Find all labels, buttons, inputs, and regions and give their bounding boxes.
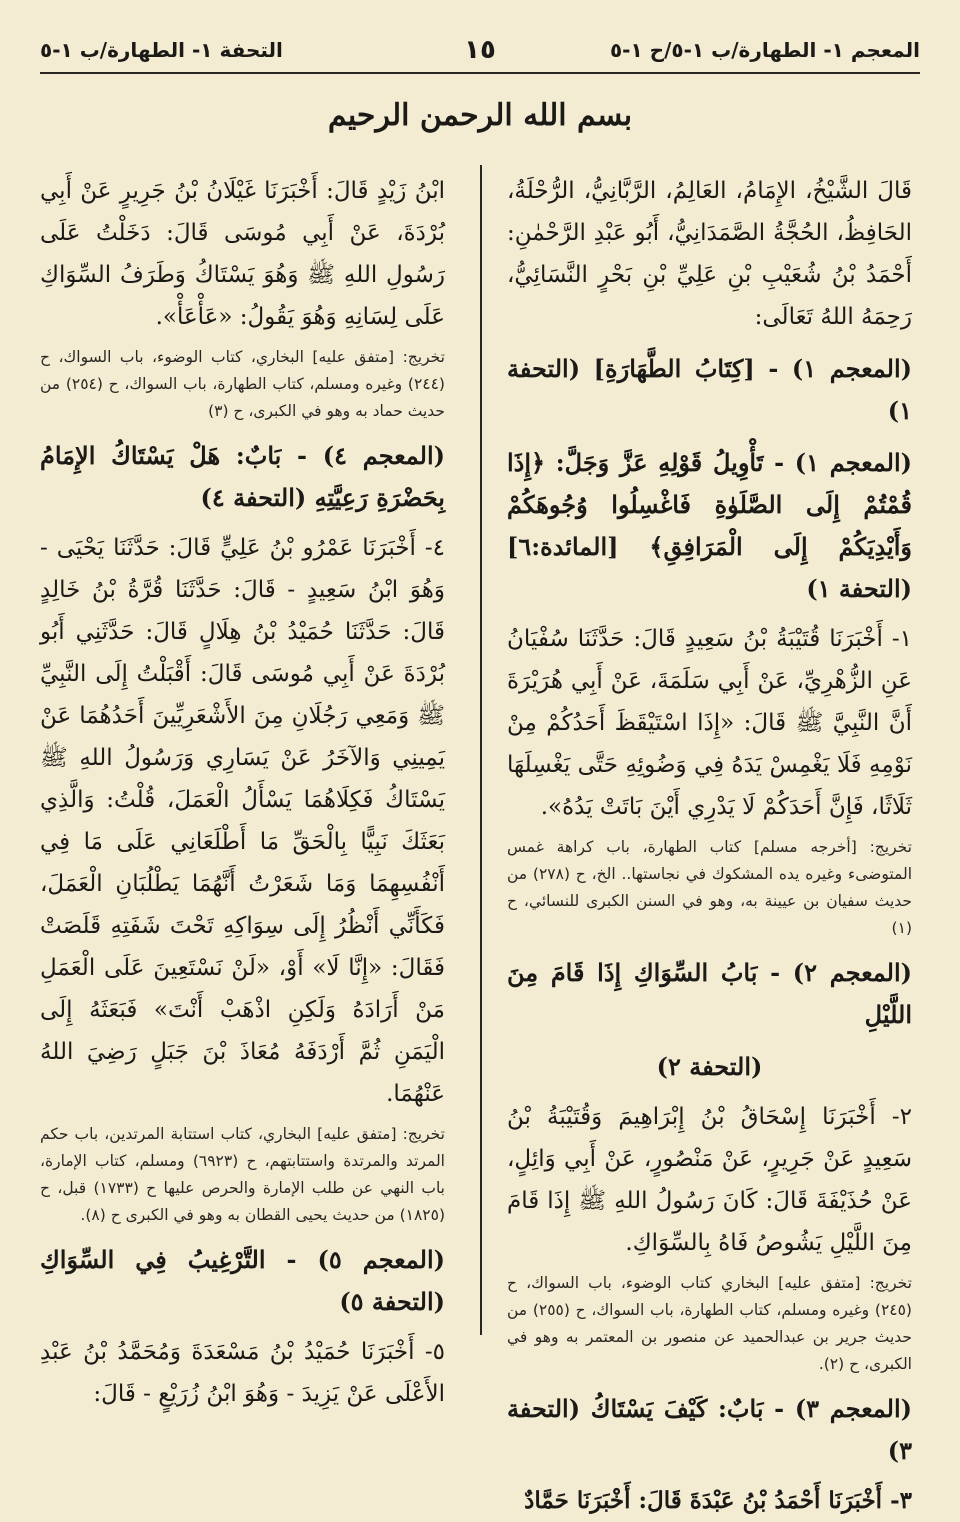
bab-2-heading: (المعجم ٢) - بَابُ السِّوَاكِ إِذَا قَامَ مِنَ اللَّيْلِ xyxy=(507,958,913,1029)
takhrij-3: تخريج: [متفق عليه] البخاري، كتاب الوضوء، باب السواك، ح (٢٤٤) وغيره ومسلم، كتاب الطهارة، باب السواك، ح (٢٥٤) من حديث حماد به وهو في الكبرى، ح (٣) xyxy=(40,348,445,420)
takhrij-1: تخريج: [أخرجه مسلم] كتاب الطهارة، باب كراهة غمس المتوضىء وغيره يده المشكوك في نجاستها.. الخ، ح (٢٧٨) من حديث سفيان بن عيينة به، وهو في السنن الكبرى للنسائي، ح (١) xyxy=(507,838,912,937)
bab-3-heading: (المعجم ٣) - بَابٌ: كَيْفَ يَسْتَاكُ (التحفة ٣) xyxy=(507,1394,912,1465)
hadith-3-continued: ابْنُ زَيْدٍ قَالَ: أَخْبَرَنَا غَيْلَانُ بْنُ جَرِيرٍ عَنْ أَبِي بُرْدَةَ، عَنْ أَبِي مُوسَى قَالَ: دَخَلْتُ عَلَى رَسُولِ اللهِ ﷺ وَهُوَ يَسْتَاكُ وَطَرَفُ السِّوَاكِ عَلَى لِسَانِهِ وَهُوَ يَقُولُ: «عَأْعَأْ». xyxy=(40,178,445,330)
takhrij-4: تخريج: [متفق عليه] البخاري، كتاب استتابة المرتدين، باب حكم المرتد والمرتدة واستتابتهم، ح (٦٩٢٣) ومسلم، كتاب الإمارة، باب النهي عن طلب الإمارة والحرص عليها ح (١٧٣٣) قبل، ح (١٨٢٥) من حديث يحيى القطان به وهو في الكبرى ح (٨). xyxy=(40,1125,445,1224)
bab-4-heading: (المعجم ٤) - بَابٌ: هَلْ يَسْتَاكُ الإِمَامُ بِحَضْرَةِ رَعِيَّتِهِ (التحفة ٤) xyxy=(40,441,445,512)
running-header xyxy=(40,28,920,74)
left-column xyxy=(40,170,446,1407)
header-right-ref: المعجم ١- الطهارة/ب ١-٥/ح ١-٥ xyxy=(609,38,920,62)
bab-1-heading: (المعجم ١) - تَأْوِيلُ قَوْلِهِ عَزَّ وَجَلَّ: ﴿إِذَا قُمْتُمْ إِلَى الصَّلَوٰةِ فَاغْسِلُوا وُجُوهَكُمْ وَأَيْدِيَكُمْ إِلَى الْمَرَافِقِ﴾ [المائدة:٦] (التحفة ١) xyxy=(507,448,913,603)
intro-paragraph: قَالَ الشَّيْخُ، الإِمَامُ، العَالِمُ، الرَّبَّانِيُّ، الرُّحْلَةُ، الحَافِظُ، الحُجَّةُ الصَّمَدَانِيُّ، أَبُو عَبْدِ الرَّحْمٰنِ: أَحْمَدُ بْنُ شُعَيْبِ بْنِ عَلِيِّ بْنِ بَحْرٍ النَّسَائِيُّ، رَحِمَهُ اللهُ تَعَالَى: xyxy=(507,178,912,330)
page-number: ١٥ xyxy=(464,35,496,65)
basmala-calligraphy: بسم الله الرحمن الرحيم xyxy=(327,98,633,133)
bab-2-tuhfa: (التحفة ٢) xyxy=(656,1052,763,1081)
hadith-1: ١- أَخْبَرَنَا قُتَيْبَةُ بْنُ سَعِيدٍ قَالَ: حَدَّثَنَا سُفْيَانُ عَنِ الزُّهْرِيِّ، عَنْ أَبِي سَلَمَةَ، عَنْ أَبِي هُرَيْرَةَ أَنَّ النَّبِيَّ ﷺ قَالَ: «إِذَا اسْتَيْقَظَ أَحَدُكُمْ مِنْ نَوْمِهِ فَلَا يَغْمِسْ يَدَهُ فِي وَضُوئِهِ حَتَّى يَغْسِلَهَا ثَلَاثًا، فَإِنَّ أَحَدَكُمْ لَا يَدْرِي أَيْنَ بَاتَتْ يَدُهُ». xyxy=(507,626,912,820)
column-divider xyxy=(480,165,482,1335)
hadith-4: ٤- أَخْبَرَنَا عَمْرُو بْنُ عَلِيٍّ قَالَ: حَدَّثَنَا يَحْيَى - وَهُوَ ابْنُ سَعِيدٍ - قَالَ: حَدَّثَنَا قُرَّةُ بْنُ خَالِدٍ قَالَ: حَدَّثَنَا حُمَيْدُ بْنُ هِلَالٍ قَالَ: حَدَّثَنِي أَبُو بُرْدَةَ عَنْ أَبِي مُوسَى قَالَ: أَقْبَلْتُ إِلَى النَّبِيِّ ﷺ وَمَعِي رَجُلَانِ مِنَ الأَشْعَرِيِّينَ أَحَدُهُمَا عَنْ يَمِينِي وَالآخَرُ عَنْ يَسَارِي وَرَسُولُ اللهِ ﷺ يَسْتَاكُ فَكِلَاهُمَا يَسْأَلُ الْعَمَلَ، قُلْتُ: وَالَّذِي بَعَثَكَ نَبِيًّا بِالْحَقِّ مَا أَطْلَعَانِي عَلَى مَا فِي أَنْفُسِهِمَا وَمَا شَعَرْتُ أَنَّهُمَا يَطْلُبَانِ الْعَمَلَ، فَكَأَنِّي أَنْظُرُ إِلَى سِوَاكِهِ تَحْتَ شَفَتِهِ قَلَصَتْ فَقَالَ: «إِنَّا لَا» أَوْ، «لَنْ نَسْتَعِينَ عَلَى الْعَمَلِ مَنْ أَرَادَهُ وَلَكِنِ اذْهَبْ أَنْتَ» فَبَعَثَهُ إِلَى الْيَمَنِ ثُمَّ أَرْدَفَهُ مُعَاذَ بْنَ جَبَلٍ رَضِيَ اللهُ عَنْهُمَا. xyxy=(40,535,445,1107)
takhrij-2: تخريج: [متفق عليه] البخاري كتاب الوضوء، باب السواك، ح (٢٤٥) وغيره ومسلم، كتاب الطهارة، باب السواك، ح (٢٥٥) من حديث جرير بن عبدالحميد عن منصور بن المعتمر به وهو في الكبرى، ح (٢). xyxy=(507,1274,912,1373)
right-column xyxy=(507,170,913,1514)
hadith-2: ٢- أَخْبَرَنَا إِسْحَاقُ بْنُ إِبْرَاهِيمَ وَقُتَيْبَةُ بْنُ سَعِيدٍ عَنْ جَرِيرٍ، عَنْ مَنْصُورٍ، عَنْ أَبِي وَائِلٍ، عَنْ حُذَيْفَةَ قَالَ: كَانَ رَسُولُ اللهِ ﷺ إِذَا قَامَ مِنَ اللَّيْلِ يَشُوصُ فَاهُ بِالسِّوَاكِ. xyxy=(507,1104,912,1256)
bab-5-heading: (المعجم ٥) - التَّرْغِيبُ فِي السِّوَاكِ (التحفة ٥) xyxy=(40,1245,446,1316)
hadith-3-start: ٣- أَخْبَرَنَا أَحْمَدُ بْنُ عَبْدَةَ قَالَ: أَخْبَرَنَا حَمَّادٌ xyxy=(524,1487,912,1514)
kitab-heading: (المعجم ١) - [كِتَابُ الطَّهَارَةِ] (التحفة ١) xyxy=(507,354,913,425)
hadith-5-start: ٥- أَخْبَرَنَا حُمَيْدُ بْنُ مَسْعَدَةَ وَمُحَمَّدُ بْنُ عَبْدِ الأَعْلَى عَنْ يَزِيدَ - وَهُوَ ابْنُ زُرَيْعٍ - قَالَ: xyxy=(40,1339,445,1407)
header-left-ref: التحفة ١- الطهارة/ب ١-٥ xyxy=(40,38,283,62)
